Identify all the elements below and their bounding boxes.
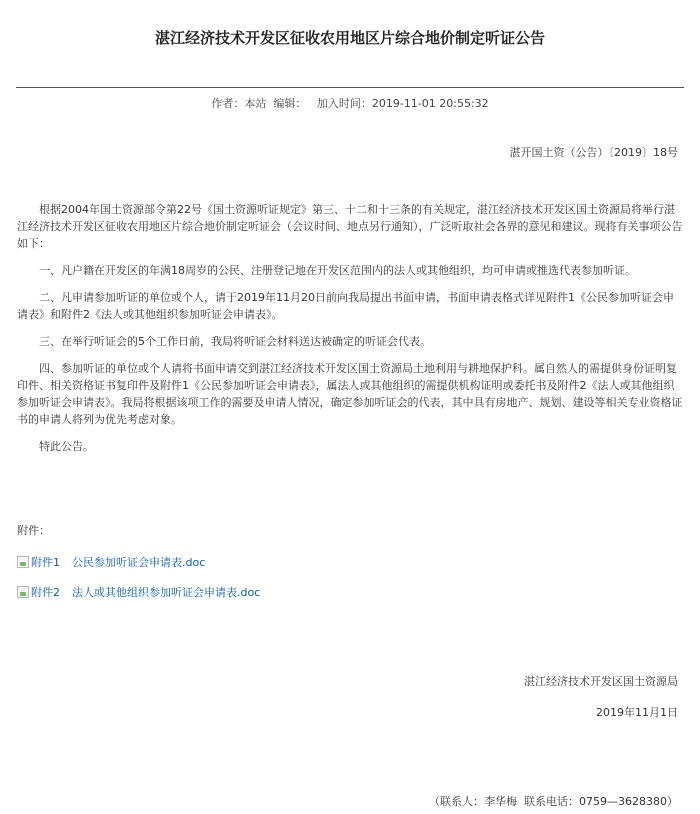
title-divider <box>16 87 684 88</box>
broken-image-icon <box>17 586 29 598</box>
page-title: 湛江经济技术开发区征收农用地区片综合地价制定听证公告 <box>154 29 545 47</box>
paragraph-intro: 根据2004年国土资源部令第22号《国土资源听证规定》第三、十二和十三条的有关规定，湛江经济技术开发区国土资源局将举行湛江经济技术开发区征收农用地区片综合地价制定听证会（会议时间、地点另行通知），广泛听取社会各界的意见和建议。现将有关事项公告如下： <box>17 203 683 250</box>
issue-date: 2019年11月1日 <box>596 706 678 719</box>
article-meta <box>0 95 700 111</box>
attachment-image-alt[interactable]: 附件1 <box>31 556 60 569</box>
attachments-label: 附件： <box>17 524 50 537</box>
paragraph-item-4: 四、参加听证的单位或个人请将书面申请交到湛江经济技术开发区国土资源局土地利用与耕地保护科。属自然人的需提供身份证明复印件、相关资格证书复印件及附件1《公民参加听证会申请表》，属法人或其他组织的需提供机构证明或委托书及附件2《法人或其他组织参加听证会申请表》。我局将根据该项工作的需要及申请人情况，确定参加听证会的代表，其中具有房地产、规划、建设等相关专业资格证书的申请人将列为优先考虑对象。 <box>17 362 683 426</box>
attachment-link-2[interactable] <box>17 584 260 600</box>
editor-label: 编辑： <box>273 97 307 110</box>
document-number: 湛开国土资（公告）〔2019〕18号 <box>509 146 678 159</box>
contact-info: （联系人：李华梅 联系电话：0759—3628380） <box>429 795 678 808</box>
article-body <box>17 201 683 465</box>
attachment-image-alt[interactable]: 附件2 <box>31 586 60 599</box>
author-value: 本站 <box>244 97 267 110</box>
paragraph-item-2: 二、凡申请参加听证的单位或个人，请于2019年11月20日前向我局提出书面申请，书面申请表格式详见附件1《公民参加听证会申请表》和附件2《法人或其他组织参加听证会申请表》。 <box>17 291 674 321</box>
broken-image-icon <box>17 556 29 568</box>
paragraph-item-1: 一、凡户籍在开发区的年满18周岁的公民、注册登记地在开发区范围内的法人或其他组织，均可申请或推选代表参加听证。 <box>39 264 636 277</box>
attachment-file-link[interactable]: 法人或其他组织参加听证会申请表.doc <box>72 586 261 599</box>
issuing-authority: 湛江经济技术开发区国土资源局 <box>524 675 678 688</box>
attachment-file-link[interactable]: 公民参加听证会申请表.doc <box>72 556 206 569</box>
paragraph-closing: 特此公告。 <box>39 440 94 453</box>
time-value: 2019-11-01 20:55:32 <box>371 97 489 110</box>
author-label: 作者： <box>211 97 245 110</box>
attachment-link-1[interactable] <box>17 554 205 570</box>
paragraph-item-3: 三、在举行听证会的5个工作日前，我局将听证会材料送达被确定的听证会代表。 <box>39 335 431 348</box>
time-label: 加入时间： <box>316 97 372 110</box>
